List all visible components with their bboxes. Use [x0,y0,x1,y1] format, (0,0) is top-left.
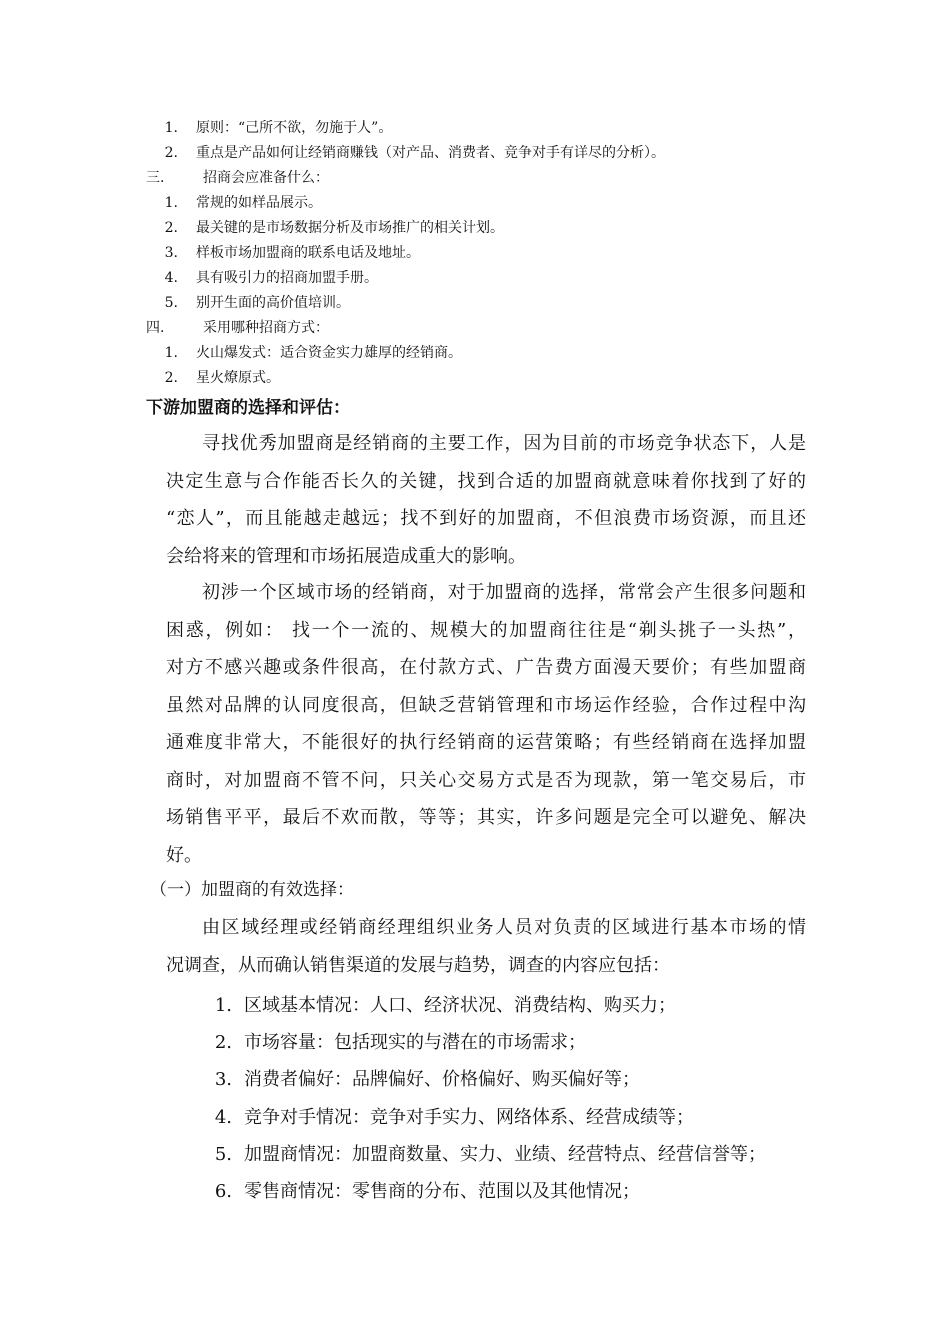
list-text: 最关键的是市场数据分析及市场推广的相关计划。 [196,220,504,236]
list-text: 零售商情况：零售商的分布、范围以及其他情况； [244,1181,640,1202]
list-text: 加盟商情况：加盟商数量、实力、业绩、经营特点、经营信誉等； [244,1144,766,1165]
paragraph-line: 由区域经理或经销商经理组织业务人员对负责的区域进行基本市场的情 [202,917,806,938]
paragraph-line: 况调查，从而确认销售渠道的发展与趋势，调查的内容应包括： [166,954,670,976]
paragraph-line: 寻找优秀加盟商是经销商的主要工作，因为目前的市场竞争状态下，人是 [202,433,806,454]
section-number: 四. [146,320,165,336]
list-number: 3. [214,1069,232,1090]
list-number: 1. [164,120,178,136]
list-number: 4. [164,270,178,286]
paragraph [166,430,806,580]
section-number: 三. [146,170,165,186]
list-number: 4. [214,1107,232,1128]
list-number: 1. [164,345,178,361]
list-number: 5. [164,295,178,311]
paragraph [166,914,806,989]
list-number: 5. [214,1144,232,1165]
list-text: 竞争对手情况：竞争对手实力、网络体系、经营成绩等； [244,1107,694,1128]
list-number: 1. [164,195,178,211]
list-number: 2. [164,220,178,236]
list-text: 火山爆发式：适合资金实力雄厚的经销商。 [196,345,462,361]
paragraph-line: 通难度非常大，不能很好的执行经销商的运营策略；有些经销商在选择加盟 [166,732,806,753]
section-title: 招商会应准备什么： [203,170,329,186]
section-heading-bold: 下游加盟商的选择和评估： [146,398,350,418]
list-number: 3. [164,245,178,261]
list-text: 具有吸引力的招商加盟手册。 [196,270,378,286]
list-text: 区域基本情况：人口、经济状况、消费结构、购买力； [244,995,676,1016]
list-number: 6. [214,1181,232,1202]
list-number: 2. [164,370,178,386]
list-text: 市场容量：包括现实的与潜在的市场需求； [244,1032,586,1053]
paragraph-line: 决定生意与合作能否长久的关键，找到合适的加盟商就意味着你找到了好的 [166,470,806,492]
paragraph-line: 对方不感兴趣或条件很高，在付款方式、广告费方面漫天要价；有些加盟商 [166,657,806,678]
paragraph-line: “恋人”，而且能越走越远；找不到好的加盟商，不但浪费市场资源，而且还 [166,508,806,529]
paragraph-line: 困惑，例如： 找一个一流的、规模大的加盟商往往是“剃头挑子一头热”， [166,619,806,641]
paragraph-line: 会给将来的管理和市场拓展造成重大的影响。 [166,545,526,567]
list-text: 星火燎原式。 [196,370,280,386]
list-text: 样板市场加盟商的联系电话及地址。 [196,245,420,261]
sub-heading: （一）加盟商的有效选择： [150,880,354,900]
paragraph-line: 虽然对品牌的认同度很高，但缺乏营销管理和市场运作经验，合作过程中沟 [166,694,806,716]
list-text: 常规的如样品展示。 [196,195,322,211]
list-text: 消费者偏好：品牌偏好、价格偏好、购买偏好等； [244,1069,640,1090]
paragraph-line: 好。 [166,844,202,866]
section-title: 采用哪种招商方式： [203,320,329,336]
paragraph-line: 商时，对加盟商不管不问，只关心交易方式是否为现款，第一笔交易后，市 [166,769,806,791]
paragraph-line: 场销售平平，最后不欢而散，等等；其实，许多问题是完全可以避免、解决 [166,807,806,828]
list-number: 2. [164,145,178,161]
list-number: 1. [214,995,232,1016]
paragraph-line: 初涉一个区域市场的经销商，对于加盟商的选择，常常会产生很多问题和 [202,582,806,603]
list-text: 重点是产品如何让经销商赚钱（对产品、消费者、竞争对手有详尽的分析）。 [196,145,665,161]
list-text: 别开生面的高价值培训。 [196,295,350,311]
list-text: 原则：“己所不欲，勿施于人”。 [196,120,393,136]
paragraph [166,579,806,879]
list-number: 2. [214,1032,232,1053]
